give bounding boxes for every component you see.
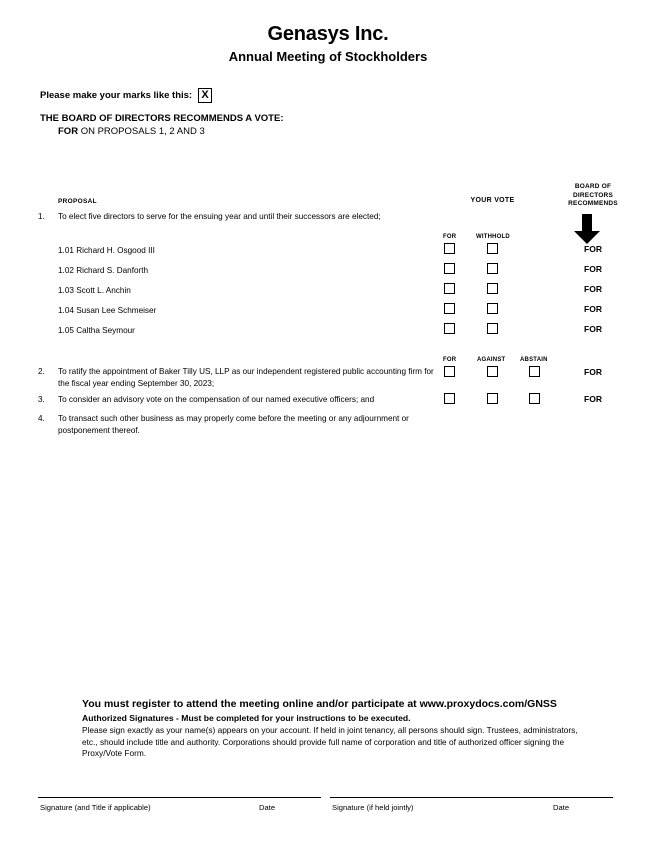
- proposal-text: To consider an advisory vote on the compensation of our named executive officers; and: [58, 395, 375, 404]
- marks-instruction-row: [40, 88, 212, 103]
- proposal-row-4: [38, 413, 443, 436]
- board-recommendation-block: [40, 112, 284, 138]
- proposal-row-3: [38, 394, 443, 406]
- director-row-1-label: 1.01 Richard H. Osgood III: [58, 246, 155, 255]
- director-2-recommendation: FOR: [584, 264, 602, 274]
- director-3-withhold-checkbox[interactable]: [487, 283, 498, 294]
- director-4-withhold-checkbox[interactable]: [487, 303, 498, 314]
- director-3-recommendation: FOR: [584, 284, 602, 294]
- board-header-line-2: DIRECTORS: [573, 191, 613, 199]
- proposal-text: To transact such other business as may properly come before the meeting or any adjournment or postponement thereof.: [58, 414, 409, 435]
- board-recommends-heading: THE BOARD OF DIRECTORS RECOMMENDS A VOTE:: [40, 113, 284, 124]
- signature-instructions: Please sign exactly as your name(s) appears on your account. If held in joint tenancy, all persons should sign. Trustees, administrators, etc., should include title and authority. Corporations should provide full name of corporation and title of authorized officer signing the Proxy/Vote Form.: [82, 725, 578, 758]
- proposal-2-against-checkbox[interactable]: [487, 366, 498, 377]
- director-for-header: FOR: [443, 234, 457, 240]
- document-header: [0, 22, 656, 65]
- director-1-withhold-checkbox[interactable]: [487, 243, 498, 254]
- proposal-column-header: PROPOSAL: [58, 198, 97, 205]
- signature-line-left: [38, 797, 321, 798]
- proposal-against-header: AGAINST: [477, 357, 506, 363]
- board-header-line-3: RECOMMENDS: [568, 200, 618, 207]
- proposal-2-abstain-checkbox[interactable]: [529, 366, 540, 377]
- proposal-number: 4.: [38, 414, 45, 423]
- proposal-2-for-checkbox[interactable]: [444, 366, 455, 377]
- director-withhold-header: WITHHOLD: [476, 234, 510, 240]
- proposal-3-for-checkbox[interactable]: [444, 393, 455, 404]
- board-header-line-1: BOARD OF: [574, 183, 612, 190]
- director-2-withhold-checkbox[interactable]: [487, 263, 498, 274]
- director-row-2-label: 1.02 Richard S. Danforth: [58, 266, 149, 275]
- proposal-3-against-checkbox[interactable]: [487, 393, 498, 404]
- proposal-2-recommendation: FOR: [584, 367, 602, 377]
- signature-right-date-label: Date: [553, 803, 570, 812]
- signature-left-label: Signature (and Title if applicable): [40, 803, 151, 812]
- recommend-proposals-text: ON PROPOSALS 1, 2 AND 3: [78, 126, 205, 137]
- director-4-recommendation: FOR: [584, 304, 602, 314]
- meeting-subtitle: Annual Meeting of Stockholders: [228, 49, 428, 64]
- board-recommends-detail: [58, 125, 284, 138]
- proposal-for-header: FOR: [443, 357, 457, 363]
- signature-right-label: Signature (if held jointly): [332, 803, 414, 812]
- proposal-text: To elect five directors to serve for the ensuing year and until their successors are elected;: [58, 212, 381, 221]
- footer-block: [82, 697, 582, 760]
- marks-instruction-label: Please make your marks like this:: [40, 89, 193, 101]
- proposal-row-2: [38, 366, 443, 389]
- director-1-for-checkbox[interactable]: [444, 243, 455, 254]
- director-row-5-label: 1.05 Caltha Seymour: [58, 326, 135, 335]
- your-vote-column-header: YOUR VOTE: [470, 197, 515, 204]
- down-arrow-icon: [573, 214, 601, 245]
- proposal-3-recommendation: FOR: [584, 394, 602, 404]
- director-5-withhold-checkbox[interactable]: [487, 323, 498, 334]
- director-5-recommendation: FOR: [584, 324, 602, 334]
- director-4-for-checkbox[interactable]: [444, 303, 455, 314]
- proposal-number: 3.: [38, 395, 45, 404]
- board-recommends-column-header: [548, 183, 638, 209]
- director-row-3-label: 1.03 Scott L. Anchin: [58, 286, 131, 295]
- proposal-number: 2.: [38, 367, 45, 376]
- signature-left-date-label: Date: [259, 803, 276, 812]
- director-5-for-checkbox[interactable]: [444, 323, 455, 334]
- director-3-for-checkbox[interactable]: [444, 283, 455, 294]
- signature-line-right: [330, 797, 613, 798]
- recommend-for-emphasis: FOR: [58, 126, 79, 137]
- proposal-number: 1.: [38, 212, 45, 221]
- authorized-signatures-notice: Authorized Signatures - Must be completed for your instructions to be executed.: [82, 713, 411, 723]
- proposal-abstain-header: ABSTAIN: [520, 357, 548, 363]
- proposal-text: To ratify the appointment of Baker Tilly US, LLP as our independent registered public accounting firm for the fiscal year ending September 30, 2023;: [58, 367, 434, 388]
- director-row-4-label: 1.04 Susan Lee Schmeiser: [58, 306, 157, 315]
- proposal-3-abstain-checkbox[interactable]: [529, 393, 540, 404]
- example-mark-box: X: [198, 88, 212, 103]
- company-title: Genasys Inc.: [267, 23, 389, 45]
- register-notice: You must register to attend the meeting online and/or participate at www.proxydocs.com/GNSS: [82, 698, 557, 710]
- proposal-row-1: [38, 211, 443, 223]
- director-2-for-checkbox[interactable]: [444, 263, 455, 274]
- director-1-recommendation: FOR: [584, 244, 602, 254]
